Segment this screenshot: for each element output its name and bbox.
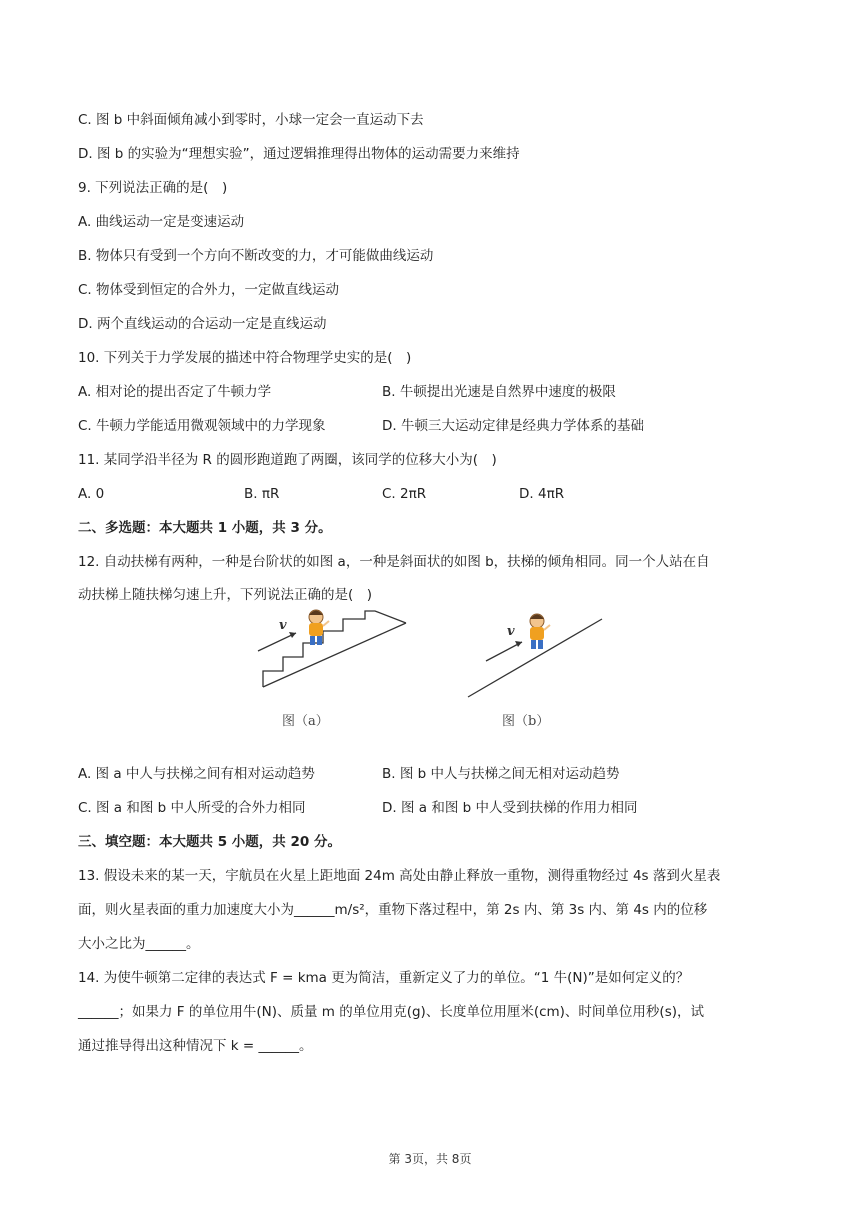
- figure-b-velocity-label: v: [507, 624, 515, 639]
- q8-option-c: C. 图 b 中斜面倾角减小到零时，小球一定会一直运动下去: [78, 112, 424, 128]
- q10-option-d: D. 牛顿三大运动定律是经典力学体系的基础: [382, 418, 644, 434]
- q11-option-d: D. 4πR: [519, 486, 565, 502]
- figure-b-caption: 图（b）: [502, 714, 550, 729]
- section-fill-in-heading: 三、填空题：本大题共 5 小题，共 20 分。: [78, 834, 341, 850]
- figure-a-caption: 图（a）: [282, 714, 329, 729]
- q9-option-d: D. 两个直线运动的合运动一定是直线运动: [78, 316, 327, 332]
- q11-option-a: A. 0: [78, 486, 105, 502]
- q9-option-a: A. 曲线运动一定是变速运动: [78, 214, 245, 230]
- velocity-arrowhead: [515, 641, 522, 647]
- q13-line2: 面，则火星表面的重力加速度大小为______m/s²，重物下落过程中，第 2s 内、第 3s 内、第 4s 内的位移: [78, 902, 708, 918]
- section-multiple-choice-heading: 二、多选题：本大题共 1 小题，共 3 分。: [78, 520, 332, 536]
- q14-line1: 14. 为使牛顿第二定律的表达式 F = kma 更为简洁，重新定义了力的单位。“1 牛(N)”是如何定义的？: [78, 970, 690, 986]
- q12-stem-line2: 动扶梯上随扶梯匀速上升，下列说法正确的是( ): [78, 587, 373, 603]
- q10-option-c: C. 牛顿力学能适用微观领域中的力学现象: [78, 418, 326, 434]
- q9-stem: 9. 下列说法正确的是( ): [78, 180, 228, 196]
- q12-option-a: A. 图 a 中人与扶梯之间有相对运动趋势: [78, 766, 315, 782]
- q12-option-b: B. 图 b 中人与扶梯之间无相对运动趋势: [382, 766, 620, 782]
- figure-a-velocity-label: v: [279, 618, 287, 633]
- q13-line1: 13. 假设未来的某一天，宇航员在火星上距地面 24m 高处由静止释放一重物，测得重物经过 4s 落到火星表: [78, 868, 721, 884]
- q12-option-c: C. 图 a 和图 b 中人所受的合外力相同: [78, 800, 306, 816]
- q14-line3: 通过推导得出这种情况下 k = ______。: [78, 1038, 313, 1054]
- q12-stem-line1: 12. 自动扶梯有两种，一种是台阶状的如图 a，一种是斜面状的如图 b，扶梯的倾角相同。同一个人站在自: [78, 554, 710, 570]
- velocity-arrow: [258, 633, 296, 651]
- q10-option-b: B. 牛顿提出光速是自然界中速度的极限: [382, 384, 616, 400]
- q11-option-b: B. πR: [244, 486, 280, 502]
- figure-b-incline-escalator: [462, 605, 612, 705]
- page-footer: 第 3页，共 8页: [388, 1152, 472, 1166]
- q10-option-a: A. 相对论的提出否定了牛顿力学: [78, 384, 272, 400]
- person-figure-a: [309, 610, 329, 645]
- q10-stem: 10. 下列关于力学发展的描述中符合物理学史实的是( ): [78, 350, 412, 366]
- figure-a-stair-escalator: [250, 605, 410, 695]
- person-figure-b: [530, 614, 550, 649]
- q9-option-c: C. 物体受到恒定的合外力，一定做直线运动: [78, 282, 340, 298]
- q11-stem: 11. 某同学沿半径为 R 的圆形跑道跑了两圈，该同学的位移大小为( ): [78, 452, 497, 468]
- q11-option-c: C. 2πR: [382, 486, 427, 502]
- velocity-arrowhead: [289, 632, 296, 638]
- q12-option-d: D. 图 a 和图 b 中人受到扶梯的作用力相同: [382, 800, 638, 816]
- q8-option-d: D. 图 b 的实验为“理想实验”，通过逻辑推理得出物体的运动需要力来维持: [78, 146, 520, 162]
- q9-option-b: B. 物体只有受到一个方向不断改变的力，才可能做曲线运动: [78, 248, 434, 264]
- q13-line3: 大小之比为______。: [78, 936, 200, 952]
- q14-line2: ______；如果力 F 的单位用牛(N)、质量 m 的单位用克(g)、长度单位用厘米(cm)、时间单位用秒(s)，试: [78, 1004, 704, 1020]
- velocity-arrow: [486, 642, 522, 661]
